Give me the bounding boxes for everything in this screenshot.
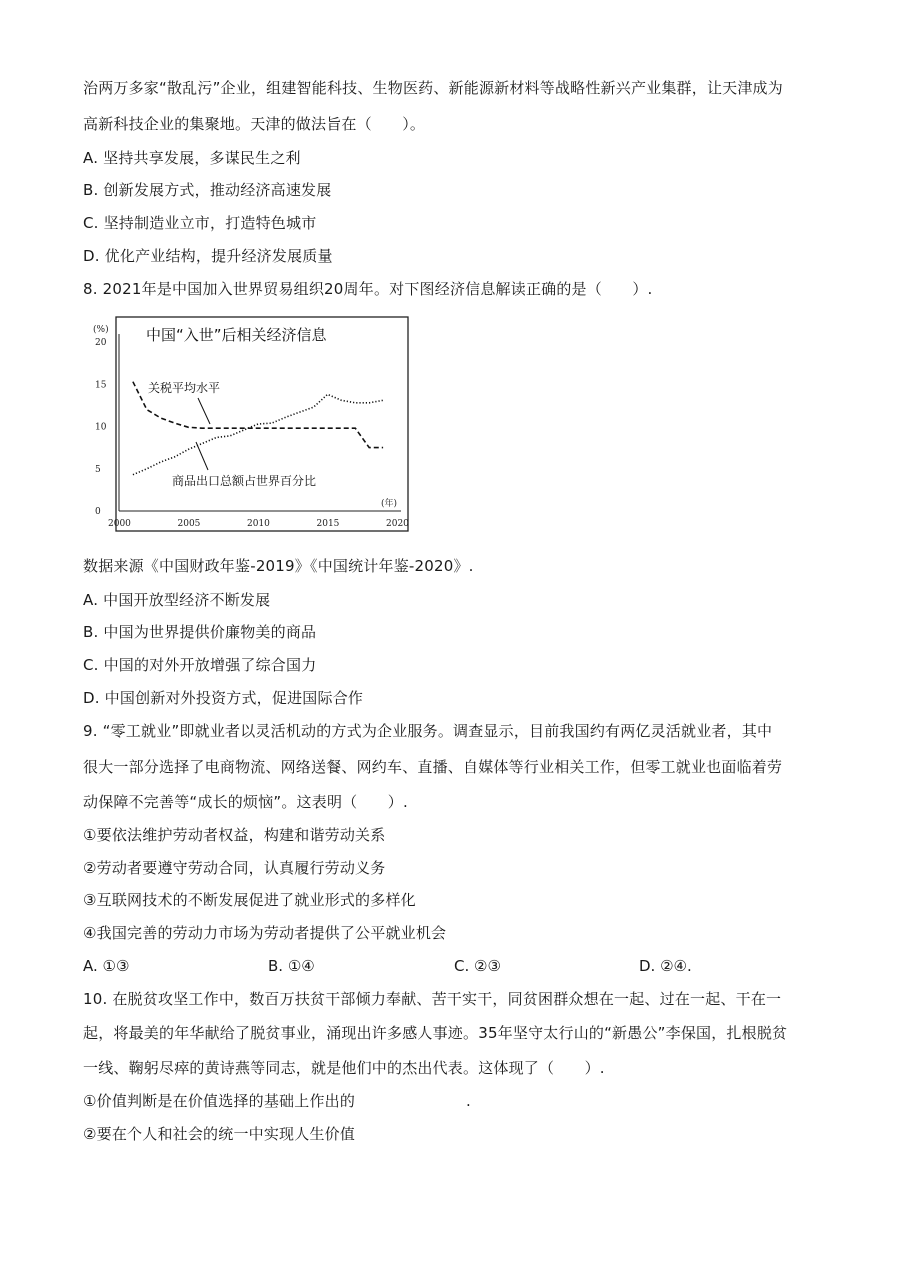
q9-choice-b: B. ①④ [268, 957, 315, 975]
q9-choice-d: D. ②④. [639, 957, 692, 975]
y-tick-label-10: 10 [95, 422, 107, 433]
x-tick-label-2005: 2005 [177, 519, 201, 529]
q7-option-a: A. 坚持共享发展，多谋民生之利 [83, 149, 301, 167]
q9-item-1: ①要依法维护劳动者权益，构建和谐劳动关系 [83, 826, 386, 844]
chart-svg [90, 314, 410, 534]
q10-item-1: ①价值判断是在价值选择的基础上作出的 [83, 1092, 356, 1110]
q7-option-d: D. 优化产业结构，提升经济发展质量 [83, 247, 333, 265]
q7-option-b: B. 创新发展方式，推动经济高速发展 [83, 181, 332, 199]
leader-line-tariff [198, 398, 210, 424]
series-line-export-share [133, 394, 383, 474]
q10-stem-line-3: 一线、鞠躬尽瘁的黄诗燕等同志，就是他们中的杰出代表。这体现了（ ）. [83, 1059, 605, 1077]
y-axis-unit: (%) [93, 325, 109, 335]
series-label-export-share: 商品出口总额占世界百分比 [172, 474, 317, 488]
q9-stem-line-2: 很大一部分选择了电商物流、网络送餐、网约车、直播、自媒体等行业相关工作，但零工就业也面临着劳 [83, 758, 783, 776]
y-tick-label-15: 15 [95, 380, 107, 391]
q10-trailing-mark: . [466, 1092, 471, 1110]
q8-option-a: A. 中国开放型经济不断发展 [83, 591, 271, 609]
q7-stem-line-1: 治两万多家“散乱污”企业，组建智能科技、生物医药、新能源新材料等战略性新兴产业集群，让天津成为 [83, 79, 783, 97]
chart-frame [116, 317, 408, 531]
series-label-tariff: 关税平均水平 [148, 381, 221, 395]
q8-option-c: C. 中国的对外开放增强了综合国力 [83, 656, 317, 674]
q9-choice-a: A. ①③ [83, 957, 130, 975]
economic-info-chart [90, 314, 410, 534]
q7-stem-line-2: 高新科技企业的集聚地。天津的做法旨在（ ）。 [83, 115, 426, 133]
y-tick-label-20: 20 [95, 338, 107, 348]
q8-stem: 8. 2021年是中国加入世界贸易组织20周年。对下图经济信息解读正确的是（ ）. [83, 280, 653, 298]
q9-choices [0, 956, 909, 976]
x-tick-label-2015: 2015 [316, 519, 340, 529]
q10-stem-line-2: 起，将最美的年华献给了脱贫事业，涌现出许多感人事迹。35年坚守太行山的“新愚公”李保国，扎根脱贫 [83, 1024, 788, 1042]
q9-stem-line-3: 动保障不完善等“成长的烦恼”。这表明（ ）. [83, 793, 408, 811]
q7-option-c: C. 坚持制造业立市，打造特色城市 [83, 214, 317, 232]
q10-item-2: ②要在个人和社会的统一中实现人生价值 [83, 1125, 356, 1143]
x-axis-unit: (年) [381, 499, 398, 509]
q9-item-3: ③互联网技术的不断发展促进了就业形式的多样化 [83, 891, 416, 909]
q9-item-4: ④我国完善的劳动力市场为劳动者提供了公平就业机会 [83, 924, 447, 942]
x-tick-label-2000: 2000 [108, 519, 131, 529]
q10-stem-line-1: 10. 在脱贫攻坚工作中，数百万扶贫干部倾力奉献、苦干实干，同贫困群众想在一起、过在一起、干在一 [83, 990, 782, 1008]
q9-choice-c: C. ②③ [454, 957, 501, 975]
chart-title: 中国“入世”后相关经济信息 [146, 326, 327, 344]
x-tick-label-2010: 2010 [247, 519, 270, 529]
q8-option-d: D. 中国创新对外投资方式，促进国际合作 [83, 689, 364, 707]
x-tick-label-2020: 2020 [386, 519, 409, 529]
q8-option-b: B. 中国为世界提供价廉物美的商品 [83, 623, 317, 641]
q9-stem-line-1: 9. “零工就业”即就业者以灵活机动的方式为企业服务。调查显示，目前我国约有两亿灵活就业者，其中 [83, 722, 773, 740]
leader-line-export-share [196, 442, 208, 470]
q9-item-2: ②劳动者要遵守劳动合同，认真履行劳动义务 [83, 859, 386, 877]
q8-data-source: 数据来源《中国财政年鉴-2019》《中国统计年鉴-2020》. [83, 557, 474, 575]
y-tick-label-0: 0 [95, 507, 101, 517]
y-tick-label-5: 5 [95, 464, 101, 475]
